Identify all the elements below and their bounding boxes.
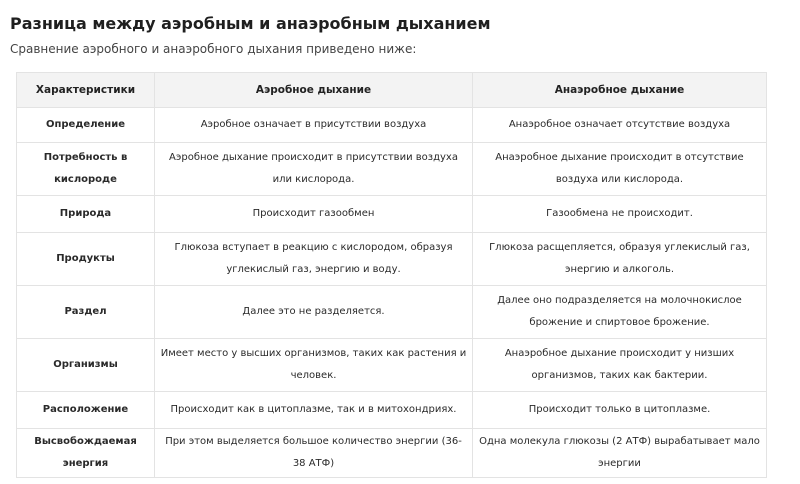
row-feature: Высвобождаемая энергия — [17, 429, 155, 478]
row-aerobic: Происходит газообмен — [155, 196, 473, 233]
row-anaerobic: Анаэробное означает отсутствие воздуха — [473, 108, 767, 143]
table-header-row — [17, 73, 767, 108]
row-aerobic: Аэробное дыхание происходит в присутствии воздуха или кислорода. — [155, 143, 473, 196]
row-anaerobic: Далее оно подразделяется на молочнокислое брожение и спиртовое брожение. — [473, 286, 767, 339]
row-aerobic: Происходит как в цитоплазме, так и в митохондриях. — [155, 392, 473, 429]
comparison-table — [16, 72, 767, 478]
row-feature: Природа — [17, 196, 155, 233]
row-feature: Потребность в кислороде — [17, 143, 155, 196]
row-aerobic: При этом выделяется большое количество энергии (36-38 АТФ) — [155, 429, 473, 478]
table-row — [17, 286, 767, 339]
header-characteristics: Характеристики — [17, 73, 155, 108]
row-anaerobic: Глюкоза расщепляется, образуя углекислый газ, энергию и алкоголь. — [473, 233, 767, 286]
table-row — [17, 108, 767, 143]
row-aerobic: Далее это не разделяется. — [155, 286, 473, 339]
row-anaerobic: Анаэробное дыхание происходит в отсутствие воздуха или кислорода. — [473, 143, 767, 196]
page-subtitle: Сравнение аэробного и анаэробного дыхания приведено ниже: — [10, 42, 417, 56]
table-row — [17, 339, 767, 392]
row-feature: Продукты — [17, 233, 155, 286]
table-row — [17, 143, 767, 196]
row-feature: Определение — [17, 108, 155, 143]
table-row — [17, 429, 767, 478]
row-anaerobic: Происходит только в цитоплазме. — [473, 392, 767, 429]
header-anaerobic: Анаэробное дыхание — [473, 73, 767, 108]
row-anaerobic: Анаэробное дыхание происходит у низших организмов, таких как бактерии. — [473, 339, 767, 392]
row-feature: Раздел — [17, 286, 155, 339]
row-aerobic: Глюкоза вступает в реакцию с кислородом, образуя углекислый газ, энергию и воду. — [155, 233, 473, 286]
header-aerobic: Аэробное дыхание — [155, 73, 473, 108]
row-aerobic: Аэробное означает в присутствии воздуха — [155, 108, 473, 143]
table-row — [17, 196, 767, 233]
row-aerobic: Имеет место у высших организмов, таких как растения и человек. — [155, 339, 473, 392]
table-row — [17, 233, 767, 286]
row-anaerobic: Газообмена не происходит. — [473, 196, 767, 233]
row-feature: Расположение — [17, 392, 155, 429]
row-feature: Организмы — [17, 339, 155, 392]
row-anaerobic: Одна молекула глюкозы (2 АТФ) вырабатывает мало энергии — [473, 429, 767, 478]
table-row — [17, 392, 767, 429]
page-title: Разница между аэробным и анаэробным дыханием — [10, 14, 491, 33]
